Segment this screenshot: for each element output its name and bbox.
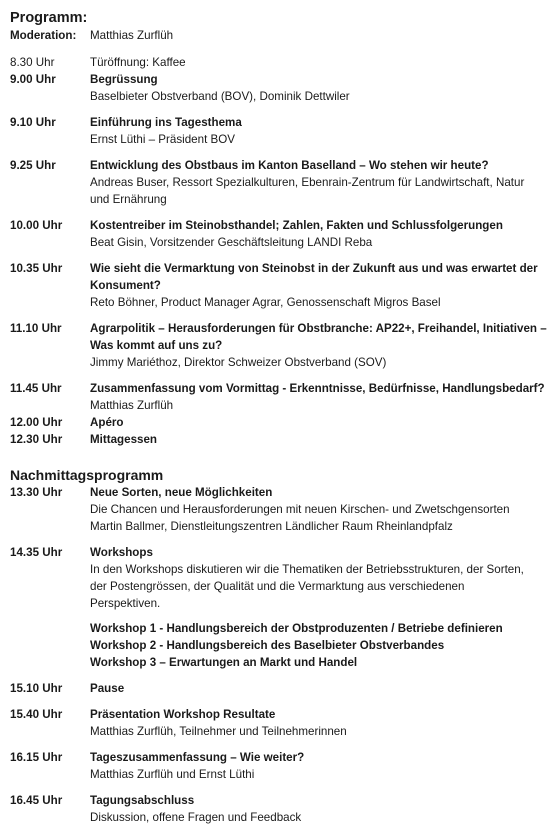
afternoon-title: Nachmittagsprogramm (10, 467, 164, 483)
schedule-time: 11.45 Uhr (10, 382, 62, 395)
schedule-content (90, 114, 550, 148)
schedule-detail: Reto Böhner, Product Manager Agrar, Genossenschaft Migros Basel (90, 296, 441, 309)
schedule-time: 9.25 Uhr (10, 159, 56, 172)
schedule-title: Apéro (90, 416, 124, 429)
schedule-content (90, 260, 550, 311)
schedule-row (10, 54, 550, 71)
schedule-detail: Die Chancen und Herausforderungen mit neuen Kirschen- und Zwetschgensorten (90, 503, 510, 516)
schedule-row (10, 217, 550, 251)
schedule-detail: Martin Ballmer, Dienstleitungszentren Ländlicher Raum Rheinlandpfalz (90, 520, 453, 533)
schedule-row (10, 706, 550, 740)
schedule-item (10, 157, 550, 208)
workshop-item: Workshop 2 - Handlungsbereich des Baselbieter Obstverbandes (90, 639, 445, 652)
schedule-item (10, 54, 550, 71)
page-title: Programm: (10, 10, 88, 26)
schedule-content (90, 544, 550, 671)
schedule-detail: Jimmy Mariéthoz, Direktor Schweizer Obstverband (SOV) (90, 356, 387, 369)
schedule-time: 12.00 Uhr (10, 416, 63, 429)
schedule-row (10, 114, 550, 148)
schedule-title: Präsentation Workshop Resultate (90, 708, 276, 721)
schedule-content (90, 484, 550, 535)
schedule-time: 15.40 Uhr (10, 708, 63, 721)
schedule-row (10, 414, 550, 431)
moderation-name: Matthias Zurflüh (90, 29, 174, 42)
schedule-title: Mittagessen (90, 433, 158, 446)
schedule-row (10, 792, 550, 826)
schedule-detail: Diskussion, offene Fragen und Feedback (90, 811, 302, 824)
schedule-time: 10.35 Uhr (10, 262, 63, 275)
schedule-time: 16.45 Uhr (10, 794, 63, 807)
schedule-detail: In den Workshops diskutieren wir die Thematiken der Betriebsstrukturen, der Sorten, (90, 563, 524, 576)
schedule-row (10, 71, 550, 105)
schedule-item (10, 749, 550, 783)
moderation-row (10, 27, 550, 44)
schedule-row (10, 484, 550, 535)
schedule-content (90, 792, 550, 826)
schedule-content (90, 680, 550, 697)
schedule-title-cont: Was kommt auf uns zu? (90, 339, 223, 352)
workshop-item: Workshop 3 – Erwartungen an Markt und Handel (90, 656, 358, 669)
schedule-time: 14.35 Uhr (10, 546, 63, 559)
schedule-time: 8.30 Uhr (10, 56, 55, 69)
schedule-detail: Baselbieter Obstverband (BOV), Dominik Dettwiler (90, 90, 350, 103)
schedule-item (10, 320, 550, 371)
schedule-title: Einführung ins Tagesthema (90, 116, 242, 129)
schedule-time: 10.00 Uhr (10, 219, 63, 232)
schedule-title: Agrarpolitik – Herausforderungen für Obstbranche: AP22+, Freihandel, Initiativen – (90, 322, 547, 335)
schedule-time: 9.00 Uhr (10, 73, 56, 86)
schedule-row (10, 260, 550, 311)
schedule-title: Pause (90, 682, 125, 695)
schedule-time: 11.10 Uhr (10, 322, 62, 335)
schedule-title: Workshops (90, 546, 153, 559)
schedule-content (90, 157, 550, 208)
schedule-title: Zusammenfassung vom Vormittag - Erkenntnisse, Bedürfnisse, Handlungsbedarf? (90, 382, 545, 395)
schedule-item (10, 217, 550, 251)
schedule-item (10, 71, 550, 105)
schedule-time: 9.10 Uhr (10, 116, 56, 129)
schedule-title: Tageszusammenfassung – Wie weiter? (90, 751, 305, 764)
schedule-detail: der Postengrössen, der Qualität und die Vermarktung aus verschiedenen (90, 580, 465, 593)
schedule-item (10, 414, 550, 431)
afternoon-schedule (10, 484, 550, 826)
schedule-title: Kostentreiber im Steinobsthandel; Zahlen, Fakten und Schlussfolgerungen (90, 219, 503, 232)
schedule-content (90, 217, 550, 251)
schedule-item (10, 260, 550, 311)
schedule-time: 12.30 Uhr (10, 433, 63, 446)
schedule-title: Wie sieht die Vermarktung von Steinobst in der Zukunft aus und was erwartet der (90, 262, 538, 275)
schedule-item (10, 792, 550, 826)
schedule-detail: Beat Gisin, Vorsitzender Geschäftsleitung LANDI Reba (90, 236, 373, 249)
program-document (10, 9, 550, 835)
workshop-item: Workshop 1 - Handlungsbereich der Obstproduzenten / Betriebe definieren (90, 622, 503, 635)
schedule-title-cont: Konsument? (90, 279, 161, 292)
schedule-row (10, 680, 550, 697)
schedule-row (10, 380, 550, 414)
schedule-title: Tagungsabschluss (90, 794, 195, 807)
schedule-title: Türöffnung: Kaffee (90, 56, 186, 69)
schedule-content (90, 414, 550, 431)
schedule-row (10, 320, 550, 371)
schedule-content (90, 71, 550, 105)
schedule-item (10, 380, 550, 414)
schedule-item (10, 680, 550, 697)
schedule-title: Neue Sorten, neue Möglichkeiten (90, 486, 273, 499)
schedule-content (90, 320, 550, 371)
schedule-content (90, 749, 550, 783)
morning-schedule (10, 54, 550, 448)
schedule-content (90, 431, 550, 448)
schedule-detail: Ernst Lüthi – Präsident BOV (90, 133, 235, 146)
schedule-item (10, 431, 550, 448)
schedule-title: Begrüssung (90, 73, 158, 86)
schedule-row (10, 431, 550, 448)
schedule-detail: Matthias Zurflüh, Teilnehmer und Teilnehmerinnen (90, 725, 347, 738)
schedule-item (10, 484, 550, 535)
schedule-detail: und Ernährung (90, 193, 167, 206)
schedule-time: 15.10 Uhr (10, 682, 63, 695)
schedule-row (10, 749, 550, 783)
schedule-row (10, 157, 550, 208)
schedule-detail: Matthias Zurflüh (90, 399, 174, 412)
spacer (90, 612, 550, 620)
schedule-content (90, 706, 550, 740)
schedule-title: Entwicklung des Obstbaus im Kanton Baselland – Wo stehen wir heute? (90, 159, 489, 172)
schedule-content (90, 380, 550, 414)
schedule-time: 16.15 Uhr (10, 751, 63, 764)
schedule-detail: Matthias Zurflüh und Ernst Lüthi (90, 768, 255, 781)
schedule-row (10, 544, 550, 671)
schedule-content (90, 54, 550, 71)
schedule-time: 13.30 Uhr (10, 486, 63, 499)
schedule-detail: Andreas Buser, Ressort Spezialkulturen, Ebenrain-Zentrum für Landwirtschaft, Natur (90, 176, 525, 189)
moderation-label: Moderation: (10, 29, 77, 42)
schedule-item (10, 114, 550, 148)
schedule-detail: Perspektiven. (90, 597, 161, 610)
schedule-item (10, 706, 550, 740)
schedule-item (10, 544, 550, 671)
